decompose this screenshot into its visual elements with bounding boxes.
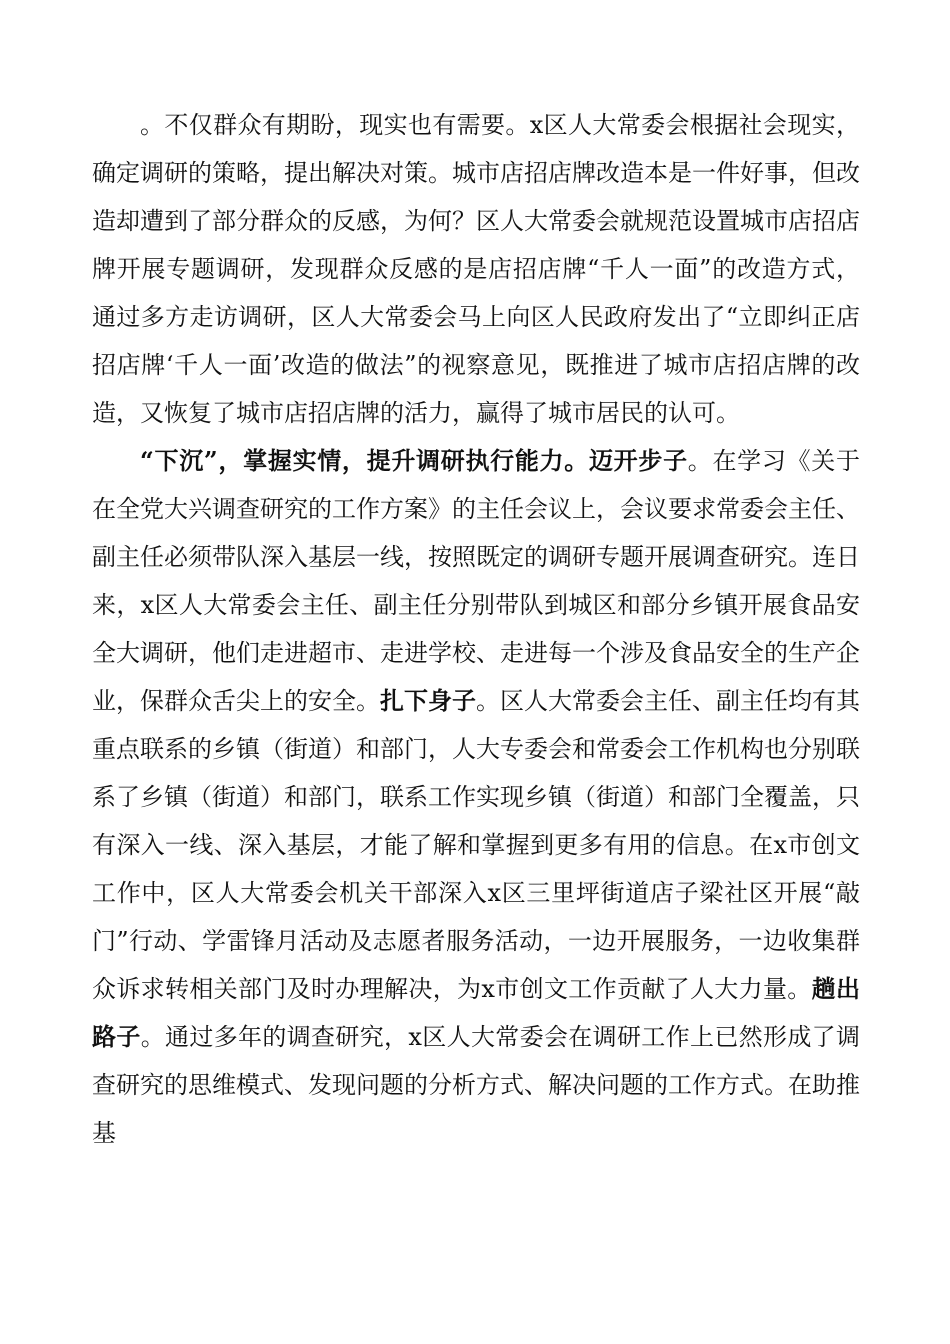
paragraph-1-text: 。不仅群众有期盼，现实也有需要。x区人大常委会根据社会现实，确定调研的策略，提出解决对策。城市店招店牌改造本是一件好事，但改造却遭到了部分群众的反感，为何？区人大常委会就规范设置城市店招店牌开展专题调研，发现群众反感的是店招店牌“千人一面”的改造方式，通过多方走访调研，区人大常委会马上向区人民政府发出了“立即纠正店招店牌‘千人一面’改造的做法”的视察意见，既推进了城市店招店牌的改造，又恢复了城市店招店牌的活力，赢得了城市居民的认可。 [92,111,860,427]
subheading-path-text: 。通过多年的调查研究，x区人大常委会在调研工作上已然形成了调查研究的思维模式、发现问题的分析方式、解决问题的工作方式。在助推基 [92,1023,860,1147]
subheading-body: 扎下身子 [380,686,476,715]
subheading-step: 迈开步子 [588,446,688,475]
body-paragraph-1 [92,101,860,437]
subheading-path: 趟出路子 [92,974,860,1051]
document-page [92,101,860,1157]
body-paragraph-2 [92,437,860,1157]
section-heading: “下沉”，掌握实情，提升调研执行能力。 [140,446,589,475]
subheading-body-text: 。区人大常委会主任、副主任均有其重点联系的乡镇（街道）和部门，人大专委会和常委会工作机构也分别联系了乡镇（街道）和部门，联系工作实现乡镇（街道）和部门全覆盖，只有深入一线、深入基层，才能了解和掌握到更多有用的信息。在x市创文工作中，区人大常委会机关干部深入x区三里坪街道店子梁社区开展“敲门”行动、学雷锋月活动及志愿者服务活动，一边开展服务，一边收集群众诉求转相关部门及时办理解决，为x市创文工作贡献了人大力量。 [92,687,860,1003]
subheading-step-text: 。在学习《关于在全党大兴调查研究的工作方案》的主任会议上，会议要求常委会主任、副主任必须带队深入基层一线，按照既定的调研专题开展调查研究。连日来，x区人大常委会主任、副主任分别带队到城区和部分乡镇开展食品安全大调研，他们走进超市、走进学校、走进每一个涉及食品安全的生产企业，保群众舌尖上的安全。 [92,447,860,715]
